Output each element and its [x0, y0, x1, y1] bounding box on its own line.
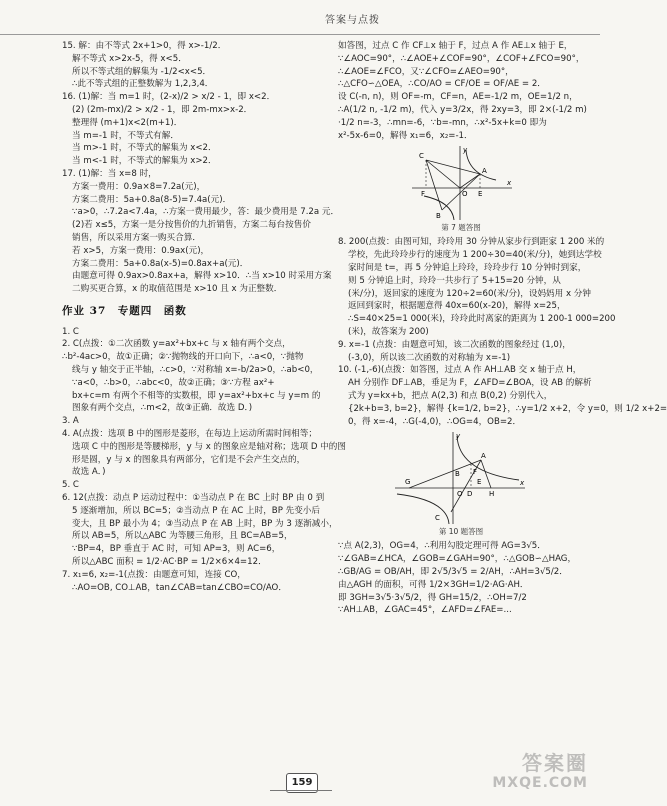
text-line: 当 m>-1 时，不等式的解集为 x<2． — [72, 143, 217, 154]
right-lines-middle — [338, 236, 667, 428]
text-line: 式为 y=kx+b，把点 A(2,3) 和点 B(0,2) 分别代入， — [348, 390, 553, 401]
text-line: 方案一费用：0.9a×8=7.2a(元)， — [72, 181, 206, 192]
page-number-ornament — [270, 790, 332, 794]
fig7-label-y: y — [463, 146, 468, 155]
fig10-label-G: G — [405, 478, 411, 487]
text-line: 二购买更合算，x 的取值范围是 x>10 且 x 为正整数． — [72, 284, 283, 295]
text-line: (米/分)，返回家的速度为 120÷2=60(米/分)，设妈妈用 x 分钟 — [348, 288, 591, 299]
text-line: ∴S=40×25=1 000(米)，玲玲此时离家的距离为 1 200-1 000=200 — [348, 314, 616, 325]
text-line: 所以△ABC 面积 = 1/2·AC·BP = 1/2×6×4=12． — [72, 557, 267, 568]
text-line: ∴A(1/2 n, -1/2 m)，代入 y=3/2x，得 2xy=3，即 2×(-1/2 m) — [338, 104, 587, 115]
text-line: 所以 AB=5，所以△ABC 为等腰三角形，且 BC=AB=5， — [72, 531, 293, 542]
text-line: 即 3GH=3√5·3√5/2，得 GH=15/2，∴OH=7/2 — [338, 592, 527, 603]
fig10-label-D: D — [467, 490, 473, 499]
fig10-label-F: F — [473, 468, 478, 477]
text-line: ∵AH⊥AB，∠GAC=45°，∠AFD=∠FAE=... — [338, 605, 512, 616]
fig10-label-C: C — [435, 514, 440, 523]
fig7-label-E: E — [478, 190, 483, 199]
text-line: ∵BP=4，BP 垂直于 AC 时，可知 AP=3，则 AC=6， — [72, 544, 281, 555]
fig7-label-A: A — [482, 167, 487, 176]
fig10-label-x: x — [520, 479, 525, 488]
text-line: 则 5 分钟追上时，玲玲一共步行了 5+15=20 分钟，从 — [348, 275, 561, 286]
figure-10-diagram — [391, 430, 531, 526]
page-number: 159 — [286, 773, 318, 793]
text-line: 0，得 x=-4，∴G(-4,0)，∴OG=4，OB=2． — [348, 416, 522, 427]
fig7-label-B: B — [436, 212, 441, 221]
text-line: {2k+b=3, b=2}，解得 {k=1/2, b=2}，∴y=1/2 x+2，令 y=0，则 1/2 x+2= — [348, 403, 667, 414]
text-line: ∴∠AOE=∠FCO，又∵∠CFO=∠AEO=90°， — [338, 66, 514, 77]
text-line: 解不等式 x>2x-5，得 x<5． — [72, 53, 187, 64]
right-lines-bottom — [338, 540, 584, 617]
text-line: ∵a<0，∴b>0，∴abc<0，故②正确；③∵方程 ax²+ — [72, 377, 275, 388]
text-line: 所以不等式组的解集为 -1/2<x<5． — [72, 66, 212, 77]
text-line: ∴b²-4ac>0，故①正确；②∵抛物线的开口向下，∴a<0，∵抛物 — [62, 352, 304, 363]
text-line: 设 C(-n, n)，则 OF=-m，CF=n，AE=-1/2 m，OE=1/2 n， — [338, 92, 578, 103]
text-line: bx+c=m 有两个不相等的实数根，即 y=ax²+bx+c 与 y=m 的 — [72, 390, 321, 401]
text-line: 整理得 (m+1)x<2(m+1)． — [72, 117, 183, 128]
text-line: 学校，先此玲玲步行的速度为 1 200÷30=40(米/分)，她到达学校 — [348, 250, 602, 261]
text-line: 销售，所以采用方案一购买合算． — [72, 232, 201, 243]
fig10-label-B: B — [455, 470, 460, 479]
text-line: ∴AO=OB, CO⊥AB，tan∠CAB=tan∠CBO=CO/AO． — [72, 582, 287, 593]
text-line: 由△AGH 的面积，可得 1/2×3GH=1/2·AG·AH． — [338, 579, 529, 590]
figure-7 — [338, 144, 584, 222]
fig10-label-E: E — [477, 478, 482, 487]
watermark-bottom: MXQE.COM — [492, 775, 588, 791]
text-line: ∵∠AOC=90°，∴∠AOE+∠COF=90°，∠COF+∠FCO=90°， — [338, 53, 585, 64]
fig10-label-A: A — [481, 452, 486, 461]
text-line: 故选 A．) — [72, 467, 106, 478]
right-lines-top — [338, 40, 587, 142]
text-line: 方案二费用：5a+0.8a(x-5)=0.8ax+a(元)． — [72, 258, 249, 269]
text-line: 16. (1)解：当 m=1 时，(2-x)/2 > x/2 - 1，即 x<2． — [62, 92, 276, 103]
text-line: 6. 12(点拨：动点 P 运动过程中：①当动点 P 在 BC 上时 BP 由 0 到 — [62, 493, 325, 504]
text-line: (2) (2m-mx)/2 > x/2 - 1，即 2m-mx>x-2． — [72, 104, 253, 115]
text-line: (-3,0)，所以该二次函数的对称轴为 x=-1) — [348, 352, 511, 363]
left-lines-before-section — [62, 40, 340, 296]
text-line: ∵点 A(2,3)，OG=4，∴利用勾股定理可得 AG=3√5． — [338, 541, 546, 552]
text-line: 当 m=-1 时，不等式有解． — [72, 130, 179, 141]
text-line: 返回到家时，根据题意得 40x=60(x-20)，解得 x=25， — [348, 301, 566, 312]
text-line: 图象有两个交点，∴m<2，故③正确．故选 D．) — [72, 403, 253, 414]
text-line: 5. C — [62, 480, 79, 491]
text-line: (米)，故答案为 200) — [348, 326, 429, 337]
text-line: 由题意可得 0.9ax>0.8ax+a，解得 x>10．∴当 x>10 时采用方案 — [72, 271, 332, 282]
fig10-label-O: O — [457, 490, 463, 499]
page-header — [0, 0, 600, 35]
text-line: ∴此不等式组的正整数解为 1,2,3,4． — [72, 79, 214, 90]
text-line: ∴GB/AG = OB/AH，即 2√5/3√5 = 2/AH，∴AH=3√5/2． — [338, 566, 568, 577]
watermark — [468, 752, 588, 798]
figure-10 — [338, 430, 584, 526]
text-line: 17. (1)解：当 x=8 时， — [62, 168, 157, 179]
text-line: 方案二费用：5a+0.8a(8-5)=7.4a(元)． — [72, 194, 232, 205]
section-title: 作业 37 专题四 函数 — [62, 304, 187, 317]
fig10-label-y: y — [456, 432, 461, 441]
text-line: 变大，且 BP 最小为 4；③当动点 P 在 AB 上时，BP 为 3 逐渐减小， — [72, 518, 338, 529]
figure-7-diagram — [406, 144, 516, 222]
text-line: ∵a>0，∴7.2a<7.4a，∴方案一费用最少，答：最少费用是 7.2a 元． — [72, 207, 340, 218]
text-line: 当 m<-1 时，不等式的解集为 x>2． — [72, 156, 217, 167]
text-line: 15. 解：由不等式 2x+1>0，得 x>-1/2． — [62, 41, 227, 51]
text-line: ∴△CFO∽△OEA，∴CO/AO = CF/OE = OF/AE = 2． — [338, 79, 546, 90]
text-line: 若 x>5，方案一费用：0.9ax(元)， — [72, 245, 210, 256]
text-line: 如答图，过点 C 作 CF⊥x 轴于 F，过点 A 作 AE⊥x 轴于 E， — [338, 41, 573, 51]
fig7-label-x: x — [507, 179, 512, 188]
text-line: 8. 200(点拨：由图可知，玲玲用 30 分钟从家步行到距家 1 200 米的 — [338, 237, 605, 248]
text-line: 1. C — [62, 326, 79, 337]
text-line: 9. x=-1 (点拨：由题意可知，该二次函数的图象经过 (1,0)， — [338, 339, 571, 350]
text-line: 线与 y 轴交于正半轴，∴c>0，∵对称轴 x=-b/2a>0，∴ab<0， — [72, 365, 319, 376]
text-line: 5 逐渐增加，所以 BC=5；②当动点 P 在 AC 上时，BP 先变小后 — [72, 505, 320, 516]
text-line: x²-5x-6=0，解得 x₁=6，x₂=-1． — [338, 130, 473, 141]
figure-7-caption: 第 7 题答图 — [441, 223, 481, 233]
text-line: 选项 C 中的图形是等腰梯形，y 与 x 的图象应是轴对称；选项 D 中的图 — [72, 441, 346, 452]
fig7-label-O: O — [462, 190, 468, 199]
text-line: 形是圆，y 与 x 的图象具有两部分，它们是不会产生交点的， — [72, 454, 306, 465]
left-column — [62, 40, 346, 594]
text-line: 2. C(点拨：①二次函数 y=ax²+bx+c 与 x 轴有两个交点， — [62, 339, 291, 350]
left-lines-after-section — [62, 326, 346, 595]
header-title: 答案与点拨 — [325, 15, 380, 26]
text-line: 4. A(点拨：选项 B 中的图形是菱形，在每边上运动所需时间相等； — [62, 429, 317, 440]
fig7-label-C: C — [419, 152, 424, 161]
watermark-top: 答案圈 — [522, 751, 588, 775]
text-line: 家时间是 t=，再 5 分钟追上玲玲，玲玲步行 10 分钟时到家， — [348, 262, 587, 273]
right-column — [338, 40, 667, 617]
fig10-label-H: H — [489, 490, 495, 499]
text-line: 7. x₁=6, x₂=-1(点拨：由题意可知，连接 CO， — [62, 569, 246, 580]
fig7-label-F: F — [421, 190, 426, 199]
text-line: 3. A — [62, 416, 79, 427]
text-line: AH 分别作 DF⊥AB，垂足为 F，∠AFD=∠BOA，设 AB 的解析 — [348, 378, 592, 389]
text-line: (2)若 x≤5，方案一是分按售价的九折销售，方案二每台按售价 — [72, 220, 311, 231]
figure-10-caption: 第 10 题答图 — [438, 527, 484, 537]
text-line: ·1/2 n=-3，∴mn=-6，∵b=-mn，∴x²-5x+k=0 即为 — [338, 117, 547, 128]
text-line: 10. (-1,-6)(点拨：如答图，过点 A 作 AH⊥AB 交 x 轴于点 H， — [338, 365, 582, 376]
text-line: ∵∠GAB=∠HCA，∠GOB=∠GAH=90°，∴△GOB∽△HAG， — [338, 554, 577, 565]
